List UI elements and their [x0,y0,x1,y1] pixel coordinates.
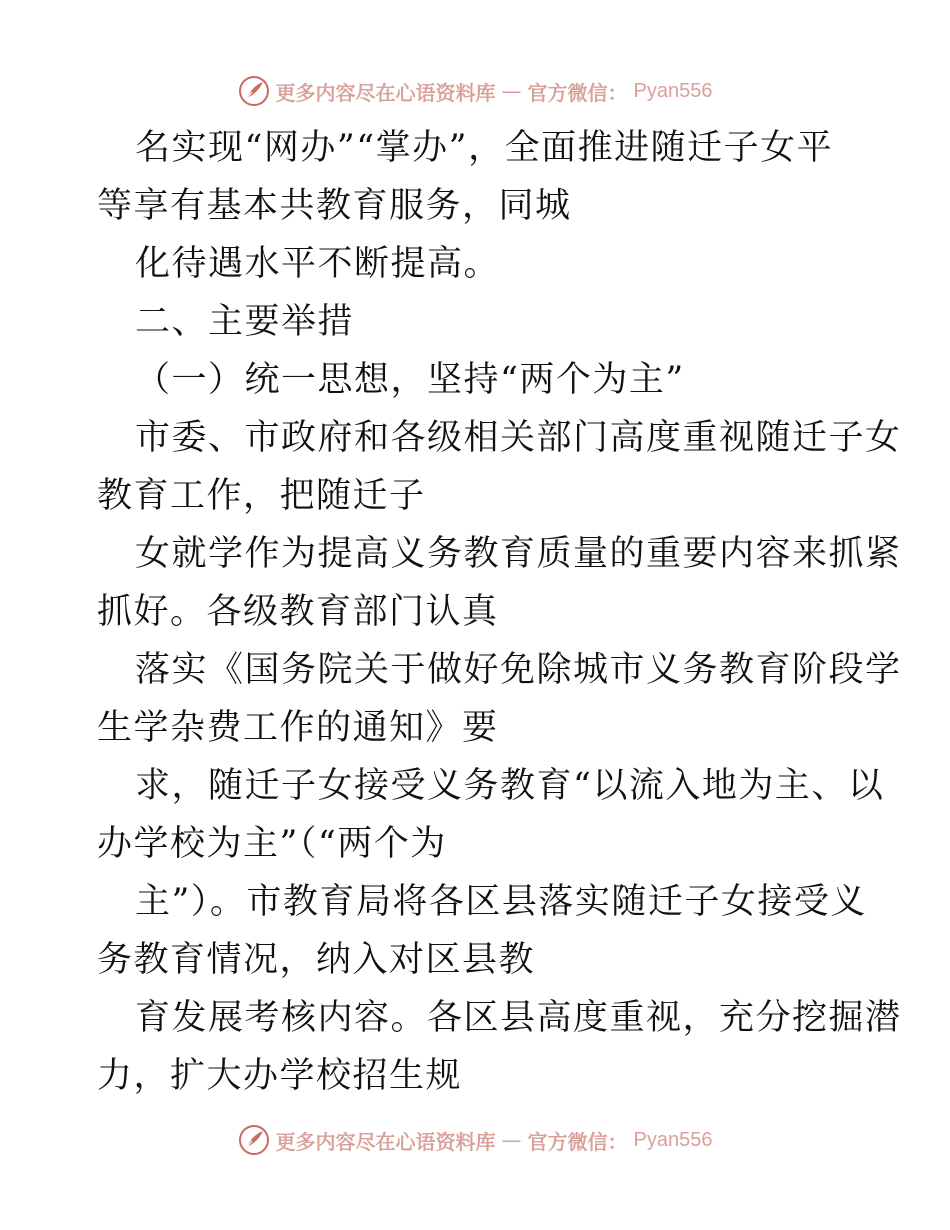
body-line: 力，扩大办学校招生规 [97,1056,463,1096]
subsection-heading: （一）统一思想，坚持“两个为主” [135,360,685,400]
body-line: 落实《国务院关于做好免除城市义务教育阶段学 [135,650,902,690]
watermark-separator: — [501,1128,522,1152]
watermark-wechat-id: Pyan556 [633,1128,713,1151]
body-line: 名实现“网办”“掌办”，全面推进随迁子女平 [135,128,834,168]
quill-pen-icon [238,75,270,107]
body-line: 务教育情况，纳入对区县教 [97,940,536,980]
header-watermark [0,71,950,111]
quill-pen-icon [238,1124,270,1156]
document-body [97,119,902,1105]
body-line: 育发展考核内容。各区县高度重视，充分挖掘潜 [135,998,902,1038]
footer-watermark [0,1120,950,1160]
watermark-wechat-label: 官方微信： [527,80,628,105]
watermark-site-text: 更多内容尽在心语资料库 [275,1129,496,1154]
watermark-site-text: 更多内容尽在心语资料库 [275,80,496,105]
body-line: 化待遇水平不断提高。 [135,244,501,284]
body-line: 生学杂费工作的通知》要 [97,708,499,748]
section-heading: 二、主要举措 [135,302,355,342]
body-line: 教育工作，把随迁子 [97,476,426,516]
body-line: 求，随迁子女接受义务教育“以流入地为主、以 [135,766,885,806]
body-line: 市委、市政府和各级相关部门高度重视随迁子女 [135,418,902,458]
body-line: 女就学作为提高义务教育质量的重要内容来抓紧 [135,534,902,574]
watermark-wechat-id: Pyan556 [633,79,713,102]
watermark-wechat-label: 官方微信： [527,1129,628,1154]
body-line: 等享有基本共教育服务，同城 [97,186,572,226]
watermark-separator: — [501,79,522,103]
body-line: 抓好。各级教育部门认真 [97,592,499,632]
body-line: 主”）。市教育局将各区县落实随迁子女接受义 [135,882,867,922]
body-line: 办学校为主”（“两个为 [97,824,447,864]
